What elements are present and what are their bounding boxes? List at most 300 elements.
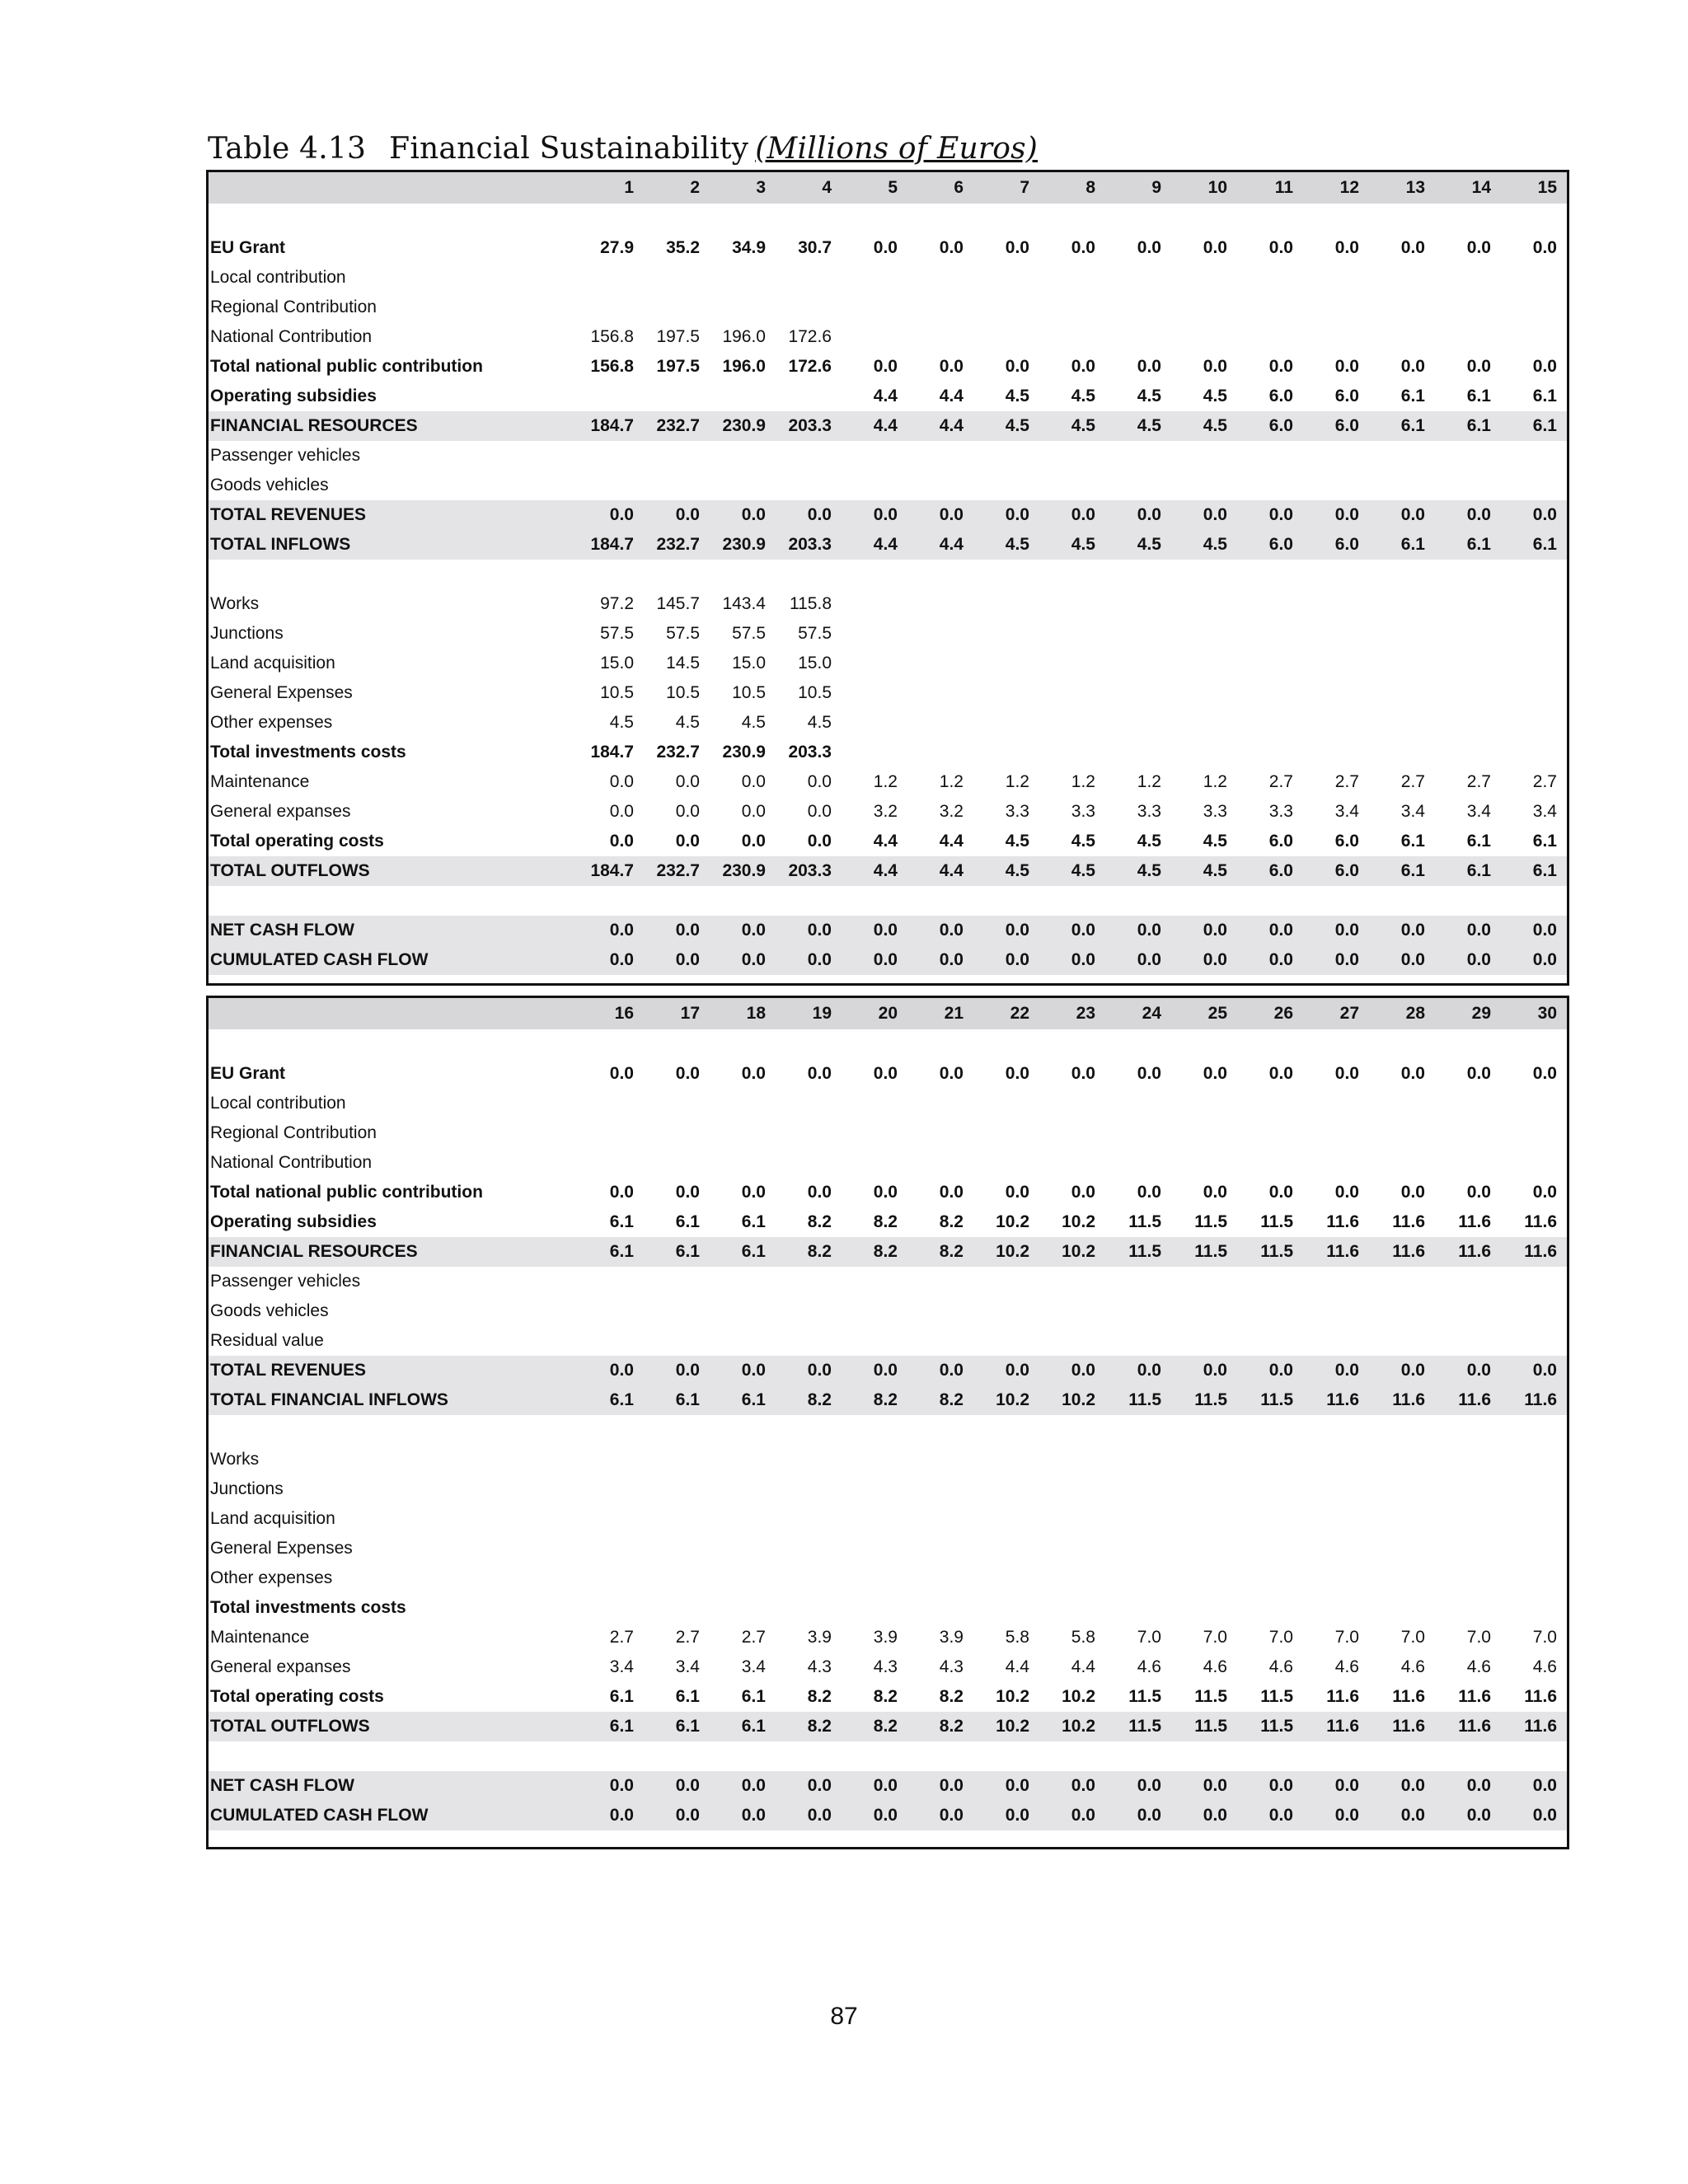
- value-cell: [1105, 1563, 1171, 1593]
- value-cell: [1171, 1534, 1237, 1563]
- row-label: General Expenses: [210, 1539, 353, 1558]
- value-cell: 6.1: [1369, 856, 1435, 886]
- value-cell: [710, 1118, 776, 1148]
- value-cell: 0.0: [741, 1183, 766, 1202]
- value-cell: 10.2: [973, 1385, 1039, 1415]
- value-cell: 3.2: [939, 802, 964, 821]
- value-cell: 6.1: [1532, 387, 1557, 405]
- value-cell: 0.0: [710, 500, 776, 530]
- value-cell: [710, 471, 776, 500]
- table-row: [209, 1118, 1567, 1148]
- value-cell: [578, 1445, 644, 1474]
- value-cell: 0.0: [776, 1771, 842, 1801]
- value-cell: 4.5: [1039, 856, 1105, 886]
- value-cell: 143.4: [722, 594, 766, 613]
- value-cell: 11.6: [1435, 1712, 1501, 1741]
- value-cell: [1171, 1118, 1237, 1148]
- value-cell: [1369, 1296, 1435, 1326]
- value-cell: 7.0: [1532, 1628, 1557, 1647]
- value-cell: 0.0: [807, 1183, 832, 1202]
- value-cell: [1369, 649, 1435, 678]
- value-cell: [1105, 322, 1171, 352]
- value-cell: [973, 738, 1039, 767]
- value-cell: [1435, 1593, 1501, 1623]
- row-label: Regional Contribution: [210, 298, 377, 316]
- value-cell: 0.0: [1334, 238, 1359, 257]
- value-cell: 0.0: [873, 1064, 898, 1083]
- value-cell: 6.1: [1369, 411, 1435, 441]
- value-cell: [776, 1118, 842, 1148]
- value-cell: [1171, 1504, 1237, 1534]
- value-cell: [1039, 1445, 1105, 1474]
- value-cell: 0.0: [1071, 238, 1095, 257]
- value-cell: 6.1: [609, 1212, 634, 1231]
- value-cell: [1171, 738, 1237, 767]
- value-cell: 172.6: [788, 357, 832, 376]
- value-cell: [1501, 1474, 1567, 1504]
- value-cell: 6.1: [1501, 530, 1567, 560]
- value-cell: 11.5: [1171, 1712, 1237, 1741]
- value-cell: 2.7: [1466, 772, 1491, 791]
- value-cell: [1105, 1593, 1171, 1623]
- value-cell: 0.0: [1039, 916, 1105, 945]
- table-row: [209, 827, 1567, 856]
- value-cell: 184.7: [578, 530, 644, 560]
- value-cell: [644, 1296, 710, 1326]
- value-cell: 4.4: [873, 387, 898, 405]
- value-cell: 0.0: [842, 1801, 907, 1830]
- year-header: 10: [1171, 172, 1237, 204]
- table-row: [209, 738, 1567, 767]
- row-label: Total operating costs: [210, 1687, 384, 1706]
- value-cell: [1237, 1296, 1303, 1326]
- value-cell: [1369, 738, 1435, 767]
- value-cell: 5.8: [1071, 1628, 1095, 1647]
- table-row: [209, 945, 1567, 975]
- table-row: [209, 589, 1567, 619]
- value-cell: 0.0: [842, 945, 907, 975]
- table-row: [209, 382, 1567, 411]
- value-cell: 0.0: [1334, 357, 1359, 376]
- value-cell: 27.9: [600, 238, 634, 257]
- value-cell: 0.0: [1435, 916, 1501, 945]
- value-cell: [1237, 619, 1303, 649]
- value-cell: [1237, 708, 1303, 738]
- value-cell: [578, 1593, 644, 1623]
- value-cell: 0.0: [939, 1183, 964, 1202]
- value-cell: 8.2: [807, 1212, 832, 1231]
- value-cell: 0.0: [973, 1771, 1039, 1801]
- value-cell: 4.5: [1105, 411, 1171, 441]
- table-row: [209, 471, 1567, 500]
- spacer-row: [209, 1029, 1567, 1059]
- value-cell: 35.2: [666, 238, 700, 257]
- value-cell: 7.0: [1268, 1628, 1293, 1647]
- value-cell: 197.5: [656, 327, 700, 346]
- value-cell: 0.0: [1466, 1064, 1491, 1083]
- value-cell: 0.0: [907, 500, 973, 530]
- value-cell: 4.5: [1005, 387, 1029, 405]
- value-cell: 196.0: [722, 357, 766, 376]
- value-cell: 11.5: [1105, 1712, 1171, 1741]
- value-cell: [644, 1089, 710, 1118]
- value-cell: 0.0: [710, 916, 776, 945]
- value-cell: 6.0: [1268, 387, 1293, 405]
- value-cell: [1105, 293, 1171, 322]
- value-cell: [842, 589, 907, 619]
- value-cell: [1039, 1089, 1105, 1118]
- value-cell: [578, 1563, 644, 1593]
- value-cell: [842, 708, 907, 738]
- value-cell: [973, 1296, 1039, 1326]
- value-cell: 156.8: [590, 357, 634, 376]
- row-label: Passenger vehicles: [210, 446, 361, 465]
- row-label: Land acquisition: [210, 654, 335, 673]
- value-cell: [776, 1593, 842, 1623]
- year-header: 14: [1435, 172, 1501, 204]
- value-cell: [1501, 1534, 1567, 1563]
- table-row: [209, 1148, 1567, 1178]
- value-cell: 0.0: [1369, 916, 1435, 945]
- value-cell: [1435, 1089, 1501, 1118]
- value-cell: 0.0: [741, 832, 766, 851]
- value-cell: 0.0: [1171, 1771, 1237, 1801]
- value-cell: [776, 1504, 842, 1534]
- value-cell: [1501, 708, 1567, 738]
- value-cell: 0.0: [1005, 1183, 1029, 1202]
- value-cell: 0.0: [1005, 238, 1029, 257]
- value-cell: 10.2: [1039, 1712, 1105, 1741]
- value-cell: [776, 1296, 842, 1326]
- value-cell: 11.6: [1501, 1712, 1567, 1741]
- spacer-row: [209, 204, 1567, 233]
- value-cell: [907, 619, 973, 649]
- year-header: 21: [907, 998, 973, 1029]
- value-cell: 10.2: [1062, 1687, 1095, 1706]
- value-cell: [1237, 1089, 1303, 1118]
- value-cell: 3.3: [1005, 802, 1029, 821]
- value-cell: [907, 649, 973, 678]
- value-cell: [1435, 1445, 1501, 1474]
- value-cell: [1039, 1326, 1105, 1356]
- value-cell: 3.3: [1137, 802, 1161, 821]
- value-cell: 3.4: [741, 1657, 766, 1676]
- value-cell: [907, 708, 973, 738]
- table-row: [209, 1059, 1567, 1089]
- value-cell: 6.1: [1400, 832, 1425, 851]
- value-cell: 4.5: [609, 713, 634, 732]
- row-label: Works: [210, 594, 260, 613]
- value-cell: [644, 1593, 710, 1623]
- value-cell: 4.6: [1334, 1657, 1359, 1676]
- value-cell: [1435, 322, 1501, 352]
- row-label: Junctions: [210, 1479, 284, 1498]
- value-cell: [644, 1534, 710, 1563]
- value-cell: 0.0: [578, 945, 644, 975]
- spacer-row: [209, 886, 1567, 916]
- value-cell: [1237, 322, 1303, 352]
- value-cell: [973, 1563, 1039, 1593]
- value-cell: 0.0: [675, 1183, 700, 1202]
- value-cell: 0.0: [842, 500, 907, 530]
- year-header: 8: [1039, 172, 1105, 204]
- value-cell: 4.5: [1105, 530, 1171, 560]
- value-cell: 0.0: [1466, 1183, 1491, 1202]
- value-cell: 230.9: [710, 856, 776, 886]
- value-cell: 8.2: [842, 1712, 907, 1741]
- value-cell: 8.2: [907, 1385, 973, 1415]
- value-cell: 0.0: [1203, 1183, 1227, 1202]
- year-header: 6: [907, 172, 973, 204]
- value-cell: 11.5: [1237, 1237, 1303, 1267]
- value-cell: [907, 1267, 973, 1296]
- value-cell: 4.5: [973, 411, 1039, 441]
- value-cell: [1171, 1148, 1237, 1178]
- value-cell: 3.4: [1466, 802, 1491, 821]
- value-cell: 10.5: [600, 683, 634, 702]
- value-cell: 1.2: [1203, 772, 1227, 791]
- value-cell: 57.5: [798, 624, 832, 643]
- value-cell: 57.5: [666, 624, 700, 643]
- value-cell: [1237, 589, 1303, 619]
- year-header: 20: [842, 998, 907, 1029]
- table-row: [209, 856, 1567, 886]
- value-cell: [1105, 1267, 1171, 1296]
- value-cell: 115.8: [790, 594, 832, 613]
- value-cell: [1105, 1148, 1171, 1178]
- value-cell: 6.0: [1237, 856, 1303, 886]
- value-cell: 0.0: [675, 1064, 700, 1083]
- table-unit: (Millions of Euros): [755, 132, 1039, 166]
- value-cell: 15.0: [732, 654, 766, 673]
- value-cell: [842, 263, 907, 293]
- value-cell: 10.2: [996, 1687, 1029, 1706]
- value-cell: [907, 1445, 973, 1474]
- table-row: [209, 1593, 1567, 1623]
- value-cell: [578, 1296, 644, 1326]
- value-cell: [1303, 678, 1369, 708]
- value-cell: 2.7: [1268, 772, 1293, 791]
- spacer-row: [209, 560, 1567, 589]
- value-cell: [907, 293, 973, 322]
- row-label: CUMULATED CASH FLOW: [209, 1801, 578, 1830]
- value-cell: 8.2: [907, 1237, 973, 1267]
- value-cell: 3.4: [609, 1657, 634, 1676]
- row-label: Goods vehicles: [210, 1301, 329, 1320]
- value-cell: 6.1: [1400, 387, 1425, 405]
- table-row: [209, 678, 1567, 708]
- value-cell: 0.0: [1400, 238, 1425, 257]
- value-cell: 0.0: [578, 1356, 644, 1385]
- value-cell: 4.5: [1203, 387, 1227, 405]
- value-cell: [1501, 1296, 1567, 1326]
- value-cell: [1171, 619, 1237, 649]
- value-cell: [776, 293, 842, 322]
- value-cell: 0.0: [807, 832, 832, 851]
- value-cell: 203.3: [776, 856, 842, 886]
- value-cell: 4.3: [873, 1657, 898, 1676]
- row-label: TOTAL REVENUES: [209, 1356, 578, 1385]
- value-cell: [973, 1474, 1039, 1504]
- value-cell: 0.0: [1400, 357, 1425, 376]
- value-cell: [1303, 263, 1369, 293]
- value-cell: [1369, 1445, 1435, 1474]
- value-cell: 0.0: [1137, 357, 1161, 376]
- value-cell: [842, 1474, 907, 1504]
- value-cell: [1171, 263, 1237, 293]
- value-cell: [710, 263, 776, 293]
- year-header-row: [209, 172, 1567, 204]
- table-row: [209, 1267, 1567, 1296]
- value-cell: [1171, 678, 1237, 708]
- value-cell: [1303, 1267, 1369, 1296]
- value-cell: 6.1: [644, 1712, 710, 1741]
- value-cell: [644, 1474, 710, 1504]
- value-cell: [907, 1474, 973, 1504]
- value-cell: [1039, 1593, 1105, 1623]
- value-cell: 2.7: [675, 1628, 700, 1647]
- value-cell: 10.2: [1039, 1385, 1105, 1415]
- value-cell: [1039, 1504, 1105, 1534]
- value-cell: 0.0: [807, 802, 832, 821]
- value-cell: 4.5: [1039, 411, 1105, 441]
- value-cell: 11.6: [1326, 1212, 1359, 1231]
- value-cell: 6.1: [1466, 832, 1491, 851]
- value-cell: [842, 1563, 907, 1593]
- value-cell: [1171, 441, 1237, 471]
- value-cell: [644, 382, 710, 411]
- value-cell: 0.0: [776, 1356, 842, 1385]
- value-cell: [644, 1326, 710, 1356]
- value-cell: 6.1: [609, 1687, 634, 1706]
- value-cell: 0.0: [973, 916, 1039, 945]
- value-cell: 7.0: [1400, 1628, 1425, 1647]
- value-cell: [1039, 589, 1105, 619]
- value-cell: [1105, 619, 1171, 649]
- value-cell: [776, 441, 842, 471]
- value-cell: [907, 322, 973, 352]
- value-cell: 0.0: [1501, 1771, 1567, 1801]
- value-cell: [907, 1089, 973, 1118]
- table-row: [209, 1563, 1567, 1593]
- value-cell: [1501, 1267, 1567, 1296]
- value-cell: [1369, 1563, 1435, 1593]
- value-cell: [1501, 293, 1567, 322]
- value-cell: 34.9: [732, 238, 766, 257]
- value-cell: [710, 1148, 776, 1178]
- value-cell: 4.6: [1137, 1657, 1161, 1676]
- value-cell: [1369, 589, 1435, 619]
- value-cell: [1171, 1593, 1237, 1623]
- value-cell: [644, 1118, 710, 1148]
- value-cell: 11.6: [1303, 1237, 1369, 1267]
- value-cell: 0.0: [1369, 945, 1435, 975]
- value-cell: 0.0: [1171, 945, 1237, 975]
- value-cell: 0.0: [1501, 945, 1567, 975]
- financial-table: [209, 998, 1567, 1830]
- table-row: [209, 1504, 1567, 1534]
- value-cell: 4.6: [1466, 1657, 1491, 1676]
- value-cell: [1501, 1563, 1567, 1593]
- value-cell: 0.0: [1334, 1183, 1359, 1202]
- value-cell: [842, 1326, 907, 1356]
- value-cell: 6.1: [1435, 530, 1501, 560]
- value-cell: 4.4: [939, 832, 964, 851]
- value-cell: 0.0: [973, 1356, 1039, 1385]
- value-cell: 3.3: [1268, 802, 1293, 821]
- value-cell: [1039, 1148, 1105, 1178]
- value-cell: [1171, 708, 1237, 738]
- value-cell: 0.0: [1237, 945, 1303, 975]
- value-cell: [1435, 1267, 1501, 1296]
- value-cell: [644, 1563, 710, 1593]
- value-cell: 6.1: [1435, 856, 1501, 886]
- value-cell: 0.0: [710, 1801, 776, 1830]
- value-cell: [973, 1534, 1039, 1563]
- value-cell: 14.5: [666, 654, 700, 673]
- value-cell: [973, 1089, 1039, 1118]
- spacer-cell: [209, 1415, 1567, 1445]
- value-cell: [1435, 293, 1501, 322]
- value-cell: 11.6: [1303, 1712, 1369, 1741]
- year-header: 15: [1501, 172, 1567, 204]
- value-cell: 8.2: [873, 1212, 898, 1231]
- table-row: [209, 322, 1567, 352]
- spacer-cell: [209, 1029, 1567, 1059]
- value-cell: [1435, 1563, 1501, 1593]
- value-cell: 0.0: [1203, 357, 1227, 376]
- spacer-cell: [209, 204, 1567, 233]
- row-label: TOTAL FINANCIAL INFLOWS: [209, 1385, 578, 1415]
- value-cell: 0.0: [1501, 916, 1567, 945]
- value-cell: 0.0: [1501, 500, 1567, 530]
- value-cell: [1303, 1296, 1369, 1326]
- value-cell: [1171, 1089, 1237, 1118]
- value-cell: [907, 738, 973, 767]
- financial-table-years-16-30: [206, 996, 1569, 1849]
- value-cell: [1435, 619, 1501, 649]
- value-cell: [1435, 441, 1501, 471]
- value-cell: [1369, 1593, 1435, 1623]
- value-cell: [776, 1534, 842, 1563]
- value-cell: 11.6: [1458, 1212, 1491, 1231]
- value-cell: [842, 441, 907, 471]
- value-cell: [1171, 1563, 1237, 1593]
- value-cell: 0.0: [741, 1064, 766, 1083]
- row-label: Passenger vehicles: [210, 1272, 361, 1291]
- value-cell: 0.0: [1466, 238, 1491, 257]
- value-cell: 0.0: [1105, 1771, 1171, 1801]
- value-cell: 2.7: [1532, 772, 1557, 791]
- value-cell: 184.7: [578, 411, 644, 441]
- value-cell: 2.7: [609, 1628, 634, 1647]
- value-cell: [1303, 1474, 1369, 1504]
- value-cell: 0.0: [1005, 1064, 1029, 1083]
- value-cell: [1237, 441, 1303, 471]
- value-cell: [1303, 322, 1369, 352]
- value-cell: 4.5: [675, 713, 700, 732]
- value-cell: 0.0: [578, 500, 644, 530]
- table-row: [209, 1801, 1567, 1830]
- value-cell: 0.0: [1237, 500, 1303, 530]
- table-row: [209, 1623, 1567, 1652]
- row-label: National Contribution: [210, 327, 373, 346]
- value-cell: 15.0: [600, 654, 634, 673]
- value-cell: [1171, 322, 1237, 352]
- value-cell: 4.5: [1039, 530, 1105, 560]
- value-cell: 232.7: [656, 743, 700, 762]
- value-cell: 1.2: [939, 772, 964, 791]
